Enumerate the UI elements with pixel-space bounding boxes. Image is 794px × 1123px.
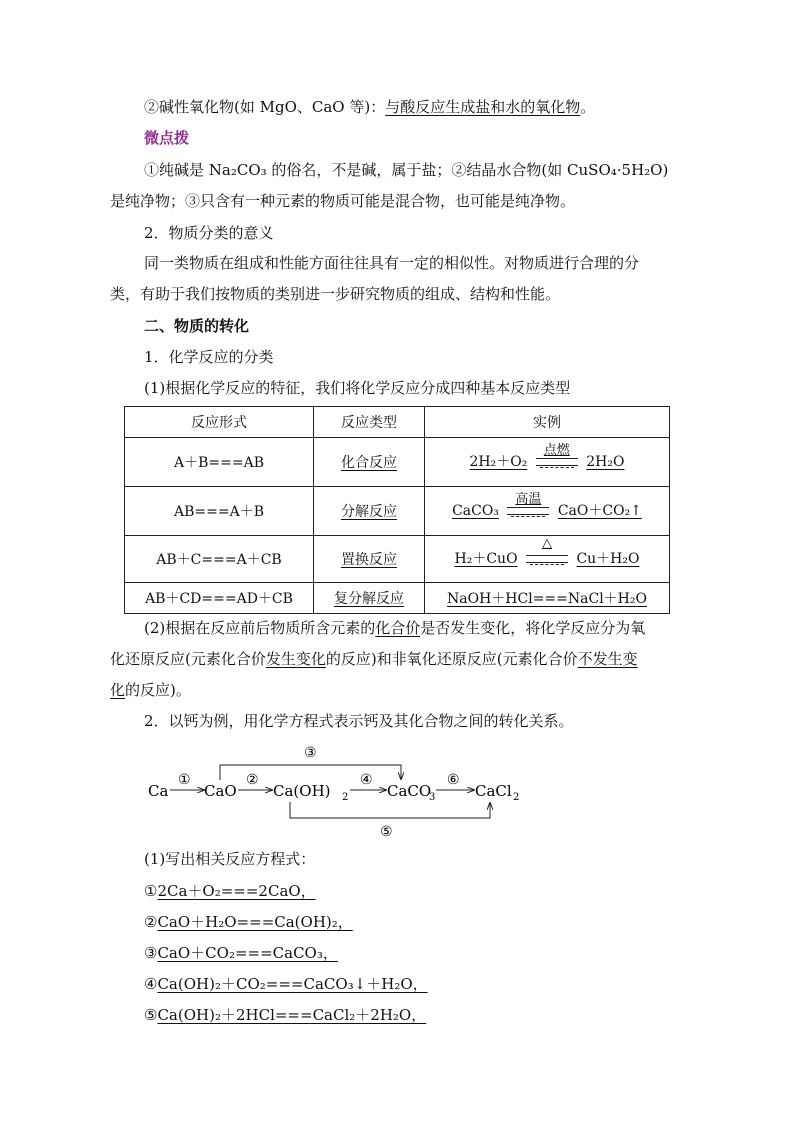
label-3: ③	[304, 745, 317, 761]
equation-text: Ca(OH)₂＋2HCl===CaCl₂＋2H₂O，	[157, 1006, 427, 1024]
node-caoh2-subscript: 2	[342, 792, 349, 803]
reaction-types-table	[124, 406, 670, 614]
part-2-heading: 二、物质的转化	[144, 317, 250, 335]
condition-text: △	[542, 536, 552, 551]
row-type	[314, 487, 425, 536]
equation-text: 2Ca＋O₂===2CaO，	[157, 882, 316, 900]
equation-4	[144, 973, 428, 995]
sub-1-item-2-line-3	[110, 679, 191, 701]
example-lhs: 2H₂＋O₂	[469, 454, 528, 470]
sub-1-heading: 1．化学反应的分类	[144, 348, 274, 366]
row-type-label: 复分解反应	[334, 591, 404, 607]
row-form: AB＋C===A＋CB	[125, 536, 314, 583]
equation-5	[144, 1004, 426, 1026]
condition-mark	[536, 443, 578, 473]
row-example	[425, 536, 670, 583]
row-type-label: 化合反应	[341, 455, 397, 471]
equation-text: CaO＋H₂O===Ca(OH)₂，	[157, 913, 353, 931]
tip-line-1: ①纯碱是 Na₂CO₃ 的俗名，不是碱，属于盐；②结晶水合物(如 CuSO₄·5H₂O)	[144, 161, 669, 179]
equation-text: CaO＋CO₂===CaCO₃，	[157, 944, 338, 962]
sub-1-item-1: (1)根据化学反应的特征，我们将化学反应分成四种基本反应类型	[144, 379, 571, 397]
condition-text: 点燃	[543, 443, 570, 458]
node-caco3-subscript: 3	[429, 792, 436, 803]
equation-text: Ca(OH)₂＋CO₂===CaCO₃↓＋H₂O，	[157, 975, 428, 993]
node-cacl2: CaCl	[475, 782, 512, 800]
example-rhs: CaO＋CO₂↑	[557, 503, 642, 519]
equation-2	[144, 911, 353, 933]
node-cacl2-subscript: 2	[513, 792, 520, 803]
text-segment: 的反应)和非氧化还原反应(元素化合价	[325, 650, 578, 668]
label-1: ①	[178, 772, 191, 788]
row-example	[425, 487, 670, 536]
node-caoh2: Ca(OH)	[273, 782, 331, 800]
row-type	[314, 438, 425, 487]
definition-suffix: 。	[580, 98, 596, 116]
condition-mark	[526, 536, 568, 570]
equation-number: ④	[144, 975, 158, 993]
row-example	[425, 438, 670, 487]
example-rhs: Cu＋H₂O	[576, 551, 640, 567]
table-row	[125, 487, 670, 536]
row-type	[314, 536, 425, 583]
example-rhs: 2H₂O	[586, 454, 625, 470]
sub-1-item-2-line-2	[110, 648, 638, 670]
definition-underlined: 与酸反应生成盐和水的氧化物	[385, 98, 581, 116]
label-5: ⑤	[380, 824, 393, 840]
sub-2-heading: 2．以钙为例，用化学方程式表示钙及其化合物之间的转化关系。	[144, 712, 574, 730]
node-ca: Ca	[148, 782, 169, 800]
section-2-heading: 2．物质分类的意义	[144, 224, 274, 242]
underlined-term: 化	[110, 681, 126, 699]
equation-number: ①	[144, 882, 158, 900]
text-segment: 的反应)。	[125, 681, 191, 699]
equation-number: ②	[144, 913, 158, 931]
header-example: 实例	[425, 407, 670, 438]
row-form: AB===A＋B	[125, 487, 314, 536]
underlined-term: 化合价	[375, 619, 421, 637]
header-type: 反应类型	[314, 407, 425, 438]
tip-heading: 微点拨	[144, 129, 190, 147]
text-segment: 是否发生变化，将化学反应分为氧	[420, 619, 646, 637]
node-caco3: CaCO	[387, 782, 432, 800]
table-row	[125, 438, 670, 487]
equation-number: ③	[144, 944, 158, 962]
row-type	[314, 583, 425, 614]
row-type-label: 分解反应	[341, 504, 397, 520]
underlined-term: 不发生变	[577, 650, 638, 668]
label-6: ⑥	[447, 772, 460, 788]
equation-number: ⑤	[144, 1006, 158, 1024]
text-segment: (2)根据在反应前后物质所含元素的	[144, 619, 376, 637]
table-row	[125, 583, 670, 614]
row-example	[425, 583, 670, 614]
underlined-term: 发生变化	[265, 650, 326, 668]
example-lhs: CaCO₃	[452, 503, 499, 519]
label-4: ④	[360, 772, 373, 788]
header-form: 反应形式	[125, 407, 314, 438]
table-header-row	[125, 407, 670, 438]
example-equation: NaOH＋HCl===NaCl＋H₂O	[447, 591, 647, 607]
section-2-line-1: 同一类物质在组成和性能方面往往具有一定的相似性。对物质进行合理的分	[144, 254, 640, 272]
equation-3	[144, 942, 338, 964]
condition-mark	[507, 492, 549, 522]
calcium-conversion-diagram	[140, 740, 540, 840]
table-row	[125, 536, 670, 583]
row-type-label: 置换反应	[341, 552, 397, 568]
label-2: ②	[246, 772, 259, 788]
node-cao: CaO	[204, 782, 237, 800]
row-form: AB＋CD===AD＋CB	[125, 583, 314, 614]
text-segment: 化还原反应(元素化合价	[110, 650, 266, 668]
equation-1	[144, 880, 316, 902]
basic-oxide-definition	[144, 96, 595, 118]
row-form: A＋B===AB	[125, 438, 314, 487]
example-lhs: H₂＋CuO	[454, 551, 518, 567]
definition-prefix: ②碱性氧化物(如 MgO、CaO 等)：	[144, 98, 386, 116]
condition-text: 高温	[515, 492, 542, 507]
section-2-line-2: 类，有助于我们按物质的类别进一步研究物质的组成、结构和性能。	[110, 285, 561, 303]
equations-intro: (1)写出相关反应方程式：	[144, 850, 316, 868]
arrow-5	[290, 802, 490, 818]
tip-line-2: 是纯净物；③只含有一种元素的物质可能是混合物，也可能是纯净物。	[110, 192, 576, 210]
sub-1-item-2-line-1	[144, 617, 645, 639]
